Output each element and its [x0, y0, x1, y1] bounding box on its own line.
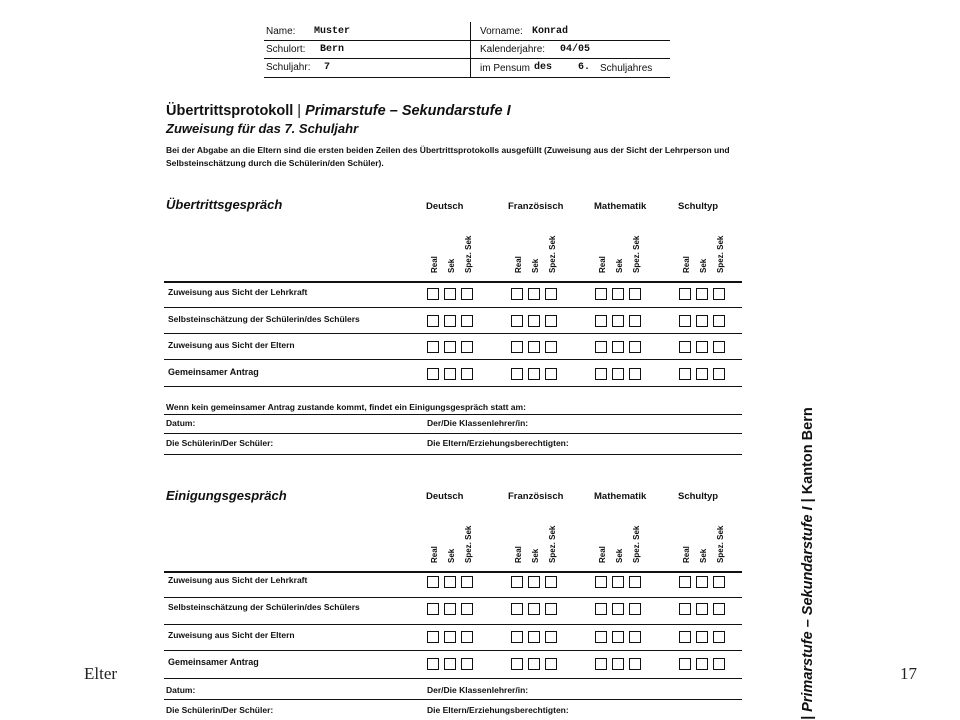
checkbox[interactable]	[595, 288, 607, 300]
checkbox[interactable]	[444, 658, 456, 670]
section1-level-label: Real	[682, 256, 691, 273]
checkbox[interactable]	[612, 368, 624, 380]
checkbox[interactable]	[679, 603, 691, 615]
checkbox[interactable]	[713, 576, 725, 588]
checkbox[interactable]	[696, 603, 708, 615]
section2-klassenlehrer-label: Der/Die Klassenlehrer/in:	[427, 685, 529, 695]
checkbox[interactable]	[679, 631, 691, 643]
checkbox[interactable]	[461, 658, 473, 670]
kalenderjahre-value: 04/05	[560, 44, 591, 55]
checkbox[interactable]	[461, 576, 473, 588]
checkbox[interactable]	[444, 631, 456, 643]
section1-row-label: Selbsteinschätzung der Schülerin/des Schülers	[168, 314, 360, 324]
form-title: Übertrittsprotokoll | Primarstufe – Sekundarstufe I	[166, 103, 511, 119]
section1-row-label: Zuweisung aus Sicht der Lehrkraft	[168, 287, 308, 297]
kalenderjahre-label: Kalenderjahre:	[480, 44, 546, 55]
checkbox[interactable]	[528, 603, 540, 615]
section2-level-label: Real	[598, 546, 607, 563]
section2-row-label: Zuweisung aus Sicht der Lehrkraft	[168, 575, 308, 585]
section1-datum-label: Datum:	[166, 418, 196, 428]
section2-level-label: Spez. Sek	[632, 525, 641, 563]
section2-datum-label: Datum:	[166, 685, 196, 695]
section1-eltern-label: Die Eltern/Erziehungsberechtigten:	[427, 438, 569, 448]
section1-level-label: Spez. Sek	[632, 235, 641, 273]
section1-column-0: Deutsch	[426, 201, 464, 212]
checkbox[interactable]	[696, 341, 708, 353]
row-divider	[164, 359, 742, 360]
checkbox[interactable]	[427, 288, 439, 300]
checkbox[interactable]	[444, 368, 456, 380]
row-divider	[164, 281, 742, 283]
section2-column-0: Deutsch	[426, 491, 464, 502]
section2-eltern-label: Die Eltern/Erziehungsberechtigten:	[427, 705, 569, 715]
checkbox[interactable]	[427, 341, 439, 353]
section1-column-2: Mathematik	[594, 201, 647, 212]
checkbox[interactable]	[511, 658, 523, 670]
checkbox[interactable]	[612, 341, 624, 353]
section2-row-label: Selbsteinschätzung der Schülerin/des Schülers	[168, 602, 360, 612]
intro-text: Bei der Abgabe an die Eltern sind die ersten beiden Zeilen des Übertrittsprotokolls ausgefüllt (Zuweisung aus der Sicht der Lehrperson und Selbsteinschätzung durch die Schülerin/den Schüler).	[166, 145, 730, 168]
checkbox[interactable]	[679, 658, 691, 670]
section1-level-label: Sek	[531, 258, 540, 273]
section2-column-2: Mathematik	[594, 491, 647, 502]
pensum-label: im Pensum	[480, 63, 531, 74]
checkbox[interactable]	[679, 315, 691, 327]
section1-schueler-label: Die Schülerin/Der Schüler:	[166, 438, 274, 448]
checkbox[interactable]	[629, 631, 641, 643]
pensum-grade: 6.	[578, 62, 591, 73]
checkbox[interactable]	[713, 658, 725, 670]
section1-level-label: Real	[430, 256, 439, 273]
section2-level-label: Real	[430, 546, 439, 563]
checkbox[interactable]	[595, 368, 607, 380]
section1-row-label: Gemeinsamer Antrag	[168, 367, 259, 377]
checkbox[interactable]	[595, 576, 607, 588]
checkbox[interactable]	[696, 315, 708, 327]
checkbox[interactable]	[612, 658, 624, 670]
section1-column-3: Schultyp	[678, 201, 719, 212]
checkbox[interactable]	[545, 631, 557, 643]
checkbox[interactable]	[595, 631, 607, 643]
checkbox[interactable]	[444, 576, 456, 588]
checkbox[interactable]	[528, 631, 540, 643]
checkbox[interactable]	[696, 631, 708, 643]
checkbox[interactable]	[629, 603, 641, 615]
form-subtitle: Zuweisung für das 7. Schuljahr	[166, 121, 359, 136]
section2-row-label: Gemeinsamer Antrag	[168, 657, 259, 667]
vorname-label: Vorname:	[480, 26, 523, 37]
checkbox[interactable]	[679, 576, 691, 588]
checkbox[interactable]	[427, 576, 439, 588]
checkbox[interactable]	[713, 288, 725, 300]
section1-row-label: Zuweisung aus Sicht der Eltern	[168, 340, 295, 350]
section1-klassenlehrer-label: Der/Die Klassenlehrer/in:	[427, 418, 529, 428]
section1-title: Übertrittsgespräch	[166, 197, 283, 212]
checkbox[interactable]	[629, 288, 641, 300]
checkbox[interactable]	[595, 315, 607, 327]
section1-level-label: Sek	[447, 258, 456, 273]
form-sheet	[118, 0, 778, 720]
section2-level-label: Sek	[699, 548, 708, 563]
row-divider	[164, 333, 742, 334]
checkbox[interactable]	[595, 658, 607, 670]
checkbox[interactable]	[713, 341, 725, 353]
checkbox[interactable]	[444, 288, 456, 300]
checkbox[interactable]	[545, 576, 557, 588]
section2-column-1: Französisch	[508, 491, 564, 502]
row-divider	[164, 678, 742, 679]
checkbox[interactable]	[511, 576, 523, 588]
checkbox[interactable]	[511, 288, 523, 300]
vorname-value: Konrad	[532, 26, 569, 37]
checkbox[interactable]	[461, 315, 473, 327]
section1-note: Wenn kein gemeinsamer Antrag zustande kommt, findet ein Einigungsgespräch statt am:	[166, 402, 526, 412]
checkbox[interactable]	[612, 288, 624, 300]
schuljahr-label: Schuljahr:	[266, 62, 311, 73]
header-divider	[470, 22, 471, 78]
checkbox[interactable]	[528, 658, 540, 670]
checkbox[interactable]	[427, 368, 439, 380]
checkbox[interactable]	[595, 603, 607, 615]
checkbox[interactable]	[461, 288, 473, 300]
checkbox[interactable]	[713, 603, 725, 615]
checkbox[interactable]	[511, 603, 523, 615]
checkbox[interactable]	[461, 368, 473, 380]
checkbox[interactable]	[696, 658, 708, 670]
schulort-value: Bern	[320, 44, 345, 55]
section2-row-label: Zuweisung aus Sicht der Eltern	[168, 630, 295, 640]
checkbox[interactable]	[629, 658, 641, 670]
checkbox[interactable]	[713, 631, 725, 643]
checkbox[interactable]	[713, 368, 725, 380]
section1-level-label: Spez. Sek	[548, 235, 557, 273]
checkbox[interactable]	[444, 603, 456, 615]
section2-level-label: Sek	[447, 548, 456, 563]
checkbox[interactable]	[545, 368, 557, 380]
checkbox[interactable]	[629, 368, 641, 380]
section2-level-label: Spez. Sek	[716, 525, 725, 563]
checkbox[interactable]	[528, 288, 540, 300]
section1-level-label: Sek	[615, 258, 624, 273]
side-running-title: | Primarstufe – Sekundarstufe I | Kanton Bern	[800, 407, 816, 720]
pensum-des: des	[534, 62, 553, 73]
checkbox[interactable]	[713, 315, 725, 327]
section2-level-label: Sek	[531, 548, 540, 563]
row-divider	[164, 571, 742, 573]
checkbox[interactable]	[545, 315, 557, 327]
checkbox[interactable]	[612, 603, 624, 615]
checkbox[interactable]	[629, 315, 641, 327]
checkbox[interactable]	[427, 658, 439, 670]
section2-level-label: Spez. Sek	[464, 525, 473, 563]
section2-schueler-label: Die Schülerin/Der Schüler:	[166, 705, 274, 715]
slide-page-number: 17	[900, 664, 917, 683]
section1-level-label: Real	[598, 256, 607, 273]
section1-level-label: Sek	[699, 258, 708, 273]
checkbox[interactable]	[612, 631, 624, 643]
name-value: Muster	[314, 26, 351, 37]
checkbox[interactable]	[528, 315, 540, 327]
section2-level-label: Sek	[615, 548, 624, 563]
row-divider	[164, 624, 742, 625]
checkbox[interactable]	[427, 603, 439, 615]
row-divider	[164, 386, 742, 387]
checkbox[interactable]	[545, 603, 557, 615]
checkbox[interactable]	[528, 576, 540, 588]
checkbox[interactable]	[679, 341, 691, 353]
checkbox[interactable]	[444, 341, 456, 353]
checkbox[interactable]	[545, 658, 557, 670]
checkbox[interactable]	[461, 603, 473, 615]
checkbox[interactable]	[696, 368, 708, 380]
section1-level-label: Spez. Sek	[464, 235, 473, 273]
checkbox[interactable]	[444, 315, 456, 327]
checkbox[interactable]	[511, 315, 523, 327]
checkbox[interactable]	[595, 341, 607, 353]
checkbox[interactable]	[612, 576, 624, 588]
section2-level-label: Real	[682, 546, 691, 563]
row-divider	[164, 650, 742, 651]
section1-column-1: Französisch	[508, 201, 564, 212]
section2-level-label: Real	[514, 546, 523, 563]
checkbox[interactable]	[427, 315, 439, 327]
section2-column-3: Schultyp	[678, 491, 719, 502]
schulort-label: Schulort:	[266, 44, 306, 55]
checkbox[interactable]	[629, 341, 641, 353]
checkbox[interactable]	[679, 288, 691, 300]
section2-title: Einigungsgespräch	[166, 488, 287, 503]
checkbox[interactable]	[528, 368, 540, 380]
checkbox[interactable]	[461, 631, 473, 643]
section1-level-label: Real	[514, 256, 523, 273]
checkbox[interactable]	[696, 576, 708, 588]
schuljahr-value: 7	[324, 62, 331, 73]
row-divider	[164, 597, 742, 598]
checkbox[interactable]	[545, 288, 557, 300]
row-divider	[164, 307, 742, 308]
checkbox[interactable]	[545, 341, 557, 353]
slide-footer-text: Elter	[84, 664, 118, 683]
checkbox[interactable]	[511, 368, 523, 380]
section1-level-label: Spez. Sek	[716, 235, 725, 273]
checkbox[interactable]	[511, 631, 523, 643]
checkbox[interactable]	[511, 341, 523, 353]
checkbox[interactable]	[696, 288, 708, 300]
checkbox[interactable]	[679, 368, 691, 380]
pensum-schuljahres: Schuljahres	[600, 63, 653, 74]
checkbox[interactable]	[612, 315, 624, 327]
checkbox[interactable]	[629, 576, 641, 588]
name-label: Name:	[266, 26, 296, 37]
checkbox[interactable]	[528, 341, 540, 353]
checkbox[interactable]	[427, 631, 439, 643]
checkbox[interactable]	[461, 341, 473, 353]
section2-level-label: Spez. Sek	[548, 525, 557, 563]
